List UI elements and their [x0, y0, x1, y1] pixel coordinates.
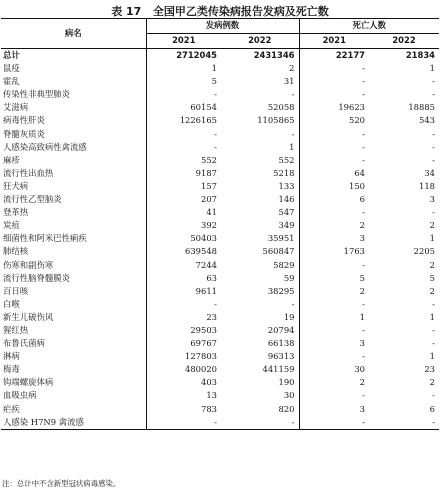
cell-value: 403 — [201, 377, 217, 388]
table-row — [1, 114, 439, 127]
cell-value: 9187 — [195, 167, 217, 178]
table-row — [1, 403, 439, 416]
cell-value: 560847 — [221, 245, 299, 258]
cell-value: 552 — [221, 154, 299, 167]
disease-name: 血吸虫病 — [1, 389, 146, 402]
disease-name: 猩红热 — [1, 324, 146, 337]
cell-value: 30 — [221, 389, 299, 402]
table-row — [1, 376, 439, 389]
cell-value: - — [432, 76, 435, 87]
table-row — [1, 232, 439, 245]
cell-value: - — [432, 141, 435, 152]
deaths-header: 死亡人数 — [299, 19, 439, 34]
cell-value: 29503 — [190, 324, 217, 335]
disease-name: 流行性脑脊髓膜炎 — [1, 272, 146, 285]
cell-value: 552 — [201, 154, 217, 165]
cell-value: - — [432, 154, 435, 165]
cell-value: 547 — [221, 206, 299, 219]
cell-value: 118 — [419, 180, 435, 191]
table-row — [1, 62, 439, 75]
cell-value: 133 — [221, 180, 299, 193]
cell-value: 66138 — [221, 337, 299, 350]
cell-value: 5218 — [221, 167, 299, 180]
cell-value: - — [432, 207, 435, 218]
cell-value: 69767 — [190, 338, 217, 349]
cell-value: 23 — [424, 364, 435, 375]
cell-value: - — [369, 416, 439, 430]
table-row — [1, 350, 439, 363]
cell-value: 2 — [359, 220, 365, 231]
cell-value: 2 — [429, 220, 435, 231]
disease-name: 霍乱 — [1, 75, 146, 88]
cell-value: - — [362, 324, 365, 335]
cell-value: 392 — [201, 220, 217, 231]
cell-value: - — [362, 390, 365, 401]
table-row — [1, 245, 439, 258]
disease-name: 人感染高致病性禽流感 — [1, 141, 146, 154]
total-label: 总计 — [1, 49, 146, 63]
cell-value: 31 — [221, 75, 299, 88]
cell-value: 1 — [359, 311, 365, 322]
total-value: 2712045 — [176, 50, 217, 60]
disease-name: 狂犬病 — [1, 180, 146, 193]
table-row — [1, 298, 439, 311]
table-row — [1, 75, 439, 88]
cell-value: 543 — [419, 115, 435, 126]
total-value: 2431346 — [221, 49, 299, 63]
cell-value: 3 — [359, 338, 365, 349]
table-row — [1, 311, 439, 324]
cell-value: 60154 — [190, 102, 217, 113]
table-row — [1, 141, 439, 154]
cell-value: - — [221, 88, 299, 101]
total-value: 21834 — [405, 50, 435, 60]
disease-name: 艾滋病 — [1, 101, 146, 114]
table-row — [1, 324, 439, 337]
table-row — [1, 337, 439, 350]
table-row — [1, 180, 439, 193]
cell-value: - — [362, 259, 365, 270]
cell-value: - — [299, 416, 369, 430]
footnote: 注：总计中不含新型冠状病毒感染。 — [2, 479, 121, 488]
cell-value: - — [432, 89, 435, 100]
disease-name: 流行性乙型脑炎 — [1, 193, 146, 206]
cell-value: 150 — [349, 180, 365, 191]
cell-value: - — [214, 141, 217, 152]
table-row — [1, 272, 439, 285]
cell-value: 1105865 — [221, 114, 299, 127]
cell-value: 19 — [221, 311, 299, 324]
disease-name: 脊髓灰质炎 — [1, 128, 146, 141]
year-header-deaths-2021: 2021 — [322, 35, 346, 46]
table-row — [1, 389, 439, 402]
cell-value: - — [432, 324, 435, 335]
cell-value: 59 — [221, 272, 299, 285]
table-row — [1, 259, 439, 272]
disease-name: 淋病 — [1, 350, 146, 363]
cell-value: 96313 — [221, 350, 299, 363]
table-row — [1, 167, 439, 180]
disease-name: 麻疹 — [1, 154, 146, 167]
disease-name: 鼠疫 — [1, 62, 146, 75]
cell-value: - — [362, 63, 365, 74]
cell-value: 2 — [359, 377, 365, 388]
disease-name: 流行性出血热 — [1, 167, 146, 180]
cell-value: 2 — [359, 285, 365, 296]
cell-value: 63 — [206, 272, 217, 283]
disease-name: 布鲁氏菌病 — [1, 337, 146, 350]
year-header-deaths-2022: 2022 — [392, 35, 416, 46]
cell-value: 41 — [206, 207, 217, 218]
table-row — [1, 154, 439, 167]
cell-value: 52058 — [221, 101, 299, 114]
cell-value: 30 — [354, 364, 365, 375]
cell-value: 520 — [349, 115, 365, 126]
cell-value: 3 — [359, 233, 365, 244]
cell-value: 349 — [221, 219, 299, 232]
disease-name: 白喉 — [1, 298, 146, 311]
cell-value: - — [221, 128, 299, 141]
disease-name: 百日咳 — [1, 285, 146, 298]
cell-value: - — [214, 298, 217, 309]
cell-value: 639548 — [185, 246, 217, 257]
cell-value: 1226165 — [179, 115, 217, 126]
total-value: 22177 — [335, 50, 365, 60]
cell-value: 6 — [429, 403, 435, 414]
cell-value: 146 — [221, 193, 299, 206]
cell-value: - — [362, 207, 365, 218]
cell-value: - — [221, 298, 299, 311]
disease-name: 新生儿破伤风 — [1, 311, 146, 324]
cell-value: 2205 — [413, 246, 435, 257]
cell-value: - — [432, 338, 435, 349]
cell-value: 3 — [359, 403, 365, 414]
cell-value: 127803 — [185, 351, 217, 362]
cell-value: 9611 — [195, 285, 217, 296]
cell-value: 190 — [221, 376, 299, 389]
total-row — [1, 49, 439, 63]
cell-value: - — [221, 416, 299, 430]
cell-value: 1 — [211, 63, 217, 74]
cell-value: 2 — [429, 259, 435, 270]
cell-value: 2 — [429, 377, 435, 388]
disease-name: 伤寒和副伤寒 — [1, 259, 146, 272]
cell-value: 5 — [429, 272, 435, 283]
disease-table — [1, 18, 439, 430]
table-row — [1, 88, 439, 101]
disease-name: 病毒性肝炎 — [1, 114, 146, 127]
cell-value: 1 — [429, 233, 435, 244]
cell-value: - — [146, 416, 221, 430]
cell-value: 20794 — [221, 324, 299, 337]
disease-name: 细菌性和阿米巴性痢疾 — [1, 232, 146, 245]
cell-value: - — [432, 298, 435, 309]
cell-value: 1763 — [343, 246, 365, 257]
cell-value: 35951 — [221, 232, 299, 245]
cell-value: 480020 — [185, 364, 217, 375]
cell-value: 38295 — [221, 285, 299, 298]
cell-value: 441159 — [221, 363, 299, 376]
cell-value: - — [214, 89, 217, 100]
cell-value: 19623 — [338, 102, 365, 113]
disease-name: 肺结核 — [1, 245, 146, 258]
cell-value: - — [362, 141, 365, 152]
cell-value: 18885 — [408, 102, 435, 113]
table-row — [1, 128, 439, 141]
table-row — [1, 101, 439, 114]
cell-value: 2 — [429, 285, 435, 296]
cell-value: 23 — [206, 311, 217, 322]
cell-value: - — [214, 128, 217, 139]
cell-value: 7244 — [195, 259, 217, 270]
cell-value: - — [362, 154, 365, 165]
table-row — [1, 363, 439, 376]
table-row — [1, 193, 439, 206]
disease-name: 梅毒 — [1, 363, 146, 376]
cell-value: 13 — [206, 390, 217, 401]
cell-value: 783 — [201, 403, 217, 414]
table-row — [1, 416, 439, 430]
cell-value: - — [432, 390, 435, 401]
cell-value: 5 — [359, 272, 365, 283]
table-row — [1, 219, 439, 232]
table-row — [1, 206, 439, 219]
cell-value: 1 — [429, 311, 435, 322]
cell-value: - — [362, 351, 365, 362]
year-header-incidence-2021: 2021 — [172, 35, 196, 46]
disease-name: 炭疽 — [1, 219, 146, 232]
disease-name: 人感染 H7N9 禽流感 — [1, 416, 146, 430]
cell-value: 1 — [221, 141, 299, 154]
disease-name: 传染性非典型肺炎 — [1, 88, 146, 101]
cell-value: 207 — [201, 194, 217, 205]
cell-value: 64 — [354, 167, 365, 178]
cell-value: 2 — [221, 62, 299, 75]
cell-value: 50403 — [190, 233, 217, 244]
disease-name: 疟疾 — [1, 403, 146, 416]
disease-name-header: 病名 — [1, 19, 146, 49]
cell-value: - — [362, 128, 365, 139]
cell-value: - — [362, 89, 365, 100]
cell-value: 157 — [201, 180, 217, 191]
table-title: 表 17 全国甲乙类传染病报告发病及死亡数 — [111, 5, 329, 18]
cell-value: - — [432, 128, 435, 139]
cell-value: 820 — [221, 403, 299, 416]
cell-value: - — [362, 76, 365, 87]
cell-value: 3 — [429, 194, 435, 205]
year-header-incidence-2022: 2022 — [221, 34, 299, 49]
cell-value: - — [362, 298, 365, 309]
cell-value: 5829 — [221, 259, 299, 272]
cell-value: 1 — [429, 351, 435, 362]
disease-name: 登革热 — [1, 206, 146, 219]
disease-name: 钩端螺旋体病 — [1, 376, 146, 389]
cell-value: 1 — [429, 63, 435, 74]
cell-value: 34 — [424, 167, 435, 178]
cell-value: 5 — [211, 76, 217, 87]
table-row — [1, 285, 439, 298]
incidence-header: 发病例数 — [146, 19, 299, 34]
cell-value: 6 — [359, 194, 365, 205]
